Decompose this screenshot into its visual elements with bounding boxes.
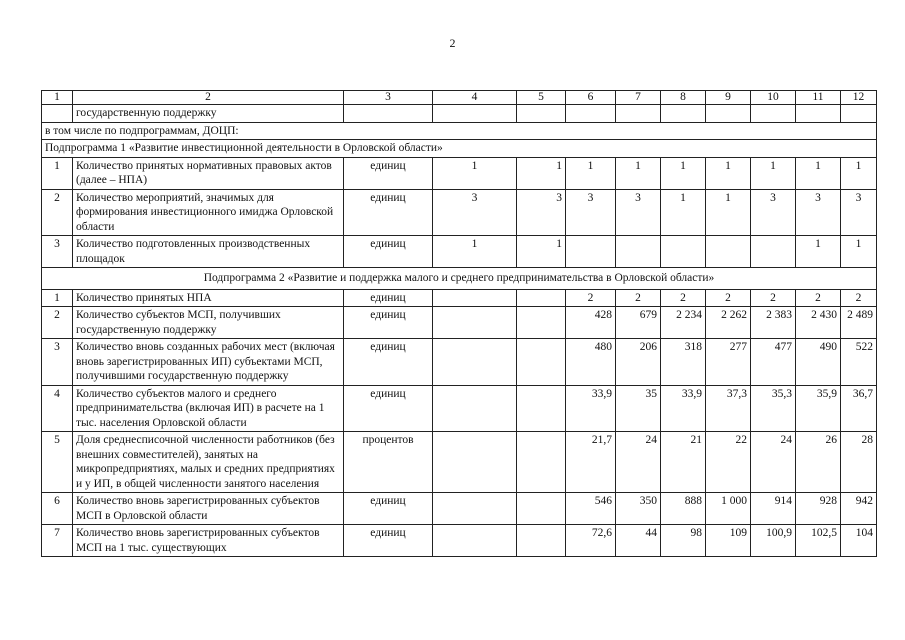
table-row — [42, 339, 877, 386]
value-cell: 888 — [661, 493, 706, 525]
indicator-name: государственную поддержку — [73, 105, 344, 123]
table-row — [42, 189, 877, 236]
value-cell: 1 — [616, 157, 661, 189]
value-cell: 1 000 — [706, 493, 751, 525]
value-cell: 3 — [751, 189, 796, 236]
value-cell: 2 — [616, 289, 661, 307]
header-cell: 6 — [566, 91, 616, 105]
value-cell — [433, 432, 517, 493]
value-cell: 206 — [616, 339, 661, 386]
table-row — [42, 236, 877, 268]
header-cell: 3 — [344, 91, 433, 105]
table-row — [42, 493, 877, 525]
value-cell: 100,9 — [751, 525, 796, 557]
value-cell — [706, 236, 751, 268]
section-row — [42, 122, 877, 140]
indicator-name: Количество субъектов малого и среднего предпринимательства (включая ИП) в расчете на 1 тыс. населения Орловской области — [73, 385, 344, 432]
value-cell — [661, 236, 706, 268]
value-cell — [517, 385, 566, 432]
header-cell: 2 — [73, 91, 344, 105]
value-cell: 2 489 — [841, 307, 877, 339]
indicators-table — [41, 90, 877, 557]
subprogram-row — [42, 140, 877, 158]
value-cell: 24 — [616, 432, 661, 493]
section-title: в том числе по подпрограммам, ДОЦП: — [42, 122, 877, 140]
value-cell: 33,9 — [661, 385, 706, 432]
indicator-name: Количество вновь зарегистрированных субъектов МСП на 1 тыс. существующих — [73, 525, 344, 557]
value-cell: 1 — [796, 157, 841, 189]
value-cell: 277 — [706, 339, 751, 386]
value-cell: 350 — [616, 493, 661, 525]
unit: единиц — [344, 493, 433, 525]
subprogram-row — [42, 268, 877, 290]
header-cell: 8 — [661, 91, 706, 105]
indicator-name: Количество субъектов МСП, получивших государственную поддержку — [73, 307, 344, 339]
value-cell: 44 — [616, 525, 661, 557]
value-cell: 2 — [751, 289, 796, 307]
indicator-name: Количество вновь созданных рабочих мест (включая вновь зарегистрированных ИП) субъектами МСП, получившими государственную поддержку — [73, 339, 344, 386]
value-cell: 102,5 — [796, 525, 841, 557]
value-cell — [433, 307, 517, 339]
value-cell — [433, 493, 517, 525]
value-cell: 98 — [661, 525, 706, 557]
indicator-name: Количество подготовленных производственных площадок — [73, 236, 344, 268]
value-cell: 1 — [433, 236, 517, 268]
header-cell: 10 — [751, 91, 796, 105]
value-cell: 35 — [616, 385, 661, 432]
value-cell — [517, 432, 566, 493]
value-cell: 1 — [661, 189, 706, 236]
value-cell: 1 — [796, 236, 841, 268]
value-cell: 22 — [706, 432, 751, 493]
unit: единиц — [344, 289, 433, 307]
subprogram-title: Подпрограмма 1 «Развитие инвестиционной деятельности в Орловской области» — [42, 140, 877, 158]
header-cell: 1 — [42, 91, 73, 105]
value-cell — [433, 385, 517, 432]
value-cell: 35,3 — [751, 385, 796, 432]
value-cell: 1 — [841, 157, 877, 189]
page-number: 2 — [449, 36, 456, 50]
unit: единиц — [344, 307, 433, 339]
value-cell: 318 — [661, 339, 706, 386]
value-cell — [751, 236, 796, 268]
value-cell: 2 262 — [706, 307, 751, 339]
value-cell: 490 — [796, 339, 841, 386]
value-cell: 21 — [661, 432, 706, 493]
table-row — [42, 105, 877, 123]
value-cell: 1 — [517, 236, 566, 268]
indicator-name: Количество мероприятий, значимых для формирования инвестиционного имиджа Орловской области — [73, 189, 344, 236]
row-number: 5 — [42, 432, 73, 493]
value-cell: 3 — [796, 189, 841, 236]
value-cell: 35,9 — [796, 385, 841, 432]
value-cell — [517, 525, 566, 557]
value-cell: 3 — [433, 189, 517, 236]
header-cell: 9 — [706, 91, 751, 105]
unit: единиц — [344, 385, 433, 432]
value-cell — [517, 307, 566, 339]
indicator-name: Количество принятых нормативных правовых актов (далее – НПА) — [73, 157, 344, 189]
value-cell: 1 — [841, 236, 877, 268]
value-cell: 36,7 — [841, 385, 877, 432]
row-number: 2 — [42, 189, 73, 236]
value-cell: 28 — [841, 432, 877, 493]
unit: единиц — [344, 189, 433, 236]
value-cell: 1 — [706, 157, 751, 189]
value-cell — [433, 525, 517, 557]
value-cell: 1 — [751, 157, 796, 189]
header-cell: 4 — [433, 91, 517, 105]
value-cell: 928 — [796, 493, 841, 525]
table-row — [42, 385, 877, 432]
unit: процентов — [344, 432, 433, 493]
value-cell: 428 — [566, 307, 616, 339]
value-cell: 2 430 — [796, 307, 841, 339]
value-cell — [566, 236, 616, 268]
value-cell: 679 — [616, 307, 661, 339]
value-cell: 2 — [706, 289, 751, 307]
row-number: 6 — [42, 493, 73, 525]
row-number: 2 — [42, 307, 73, 339]
indicator-name: Количество принятых НПА — [73, 289, 344, 307]
value-cell: 546 — [566, 493, 616, 525]
value-cell — [517, 289, 566, 307]
row-number: 3 — [42, 236, 73, 268]
value-cell: 24 — [751, 432, 796, 493]
unit: единиц — [344, 339, 433, 386]
value-cell: 37,3 — [706, 385, 751, 432]
value-cell: 109 — [706, 525, 751, 557]
unit: единиц — [344, 157, 433, 189]
header-cell: 11 — [796, 91, 841, 105]
value-cell: 1 — [661, 157, 706, 189]
value-cell: 1 — [433, 157, 517, 189]
value-cell — [433, 289, 517, 307]
unit: единиц — [344, 236, 433, 268]
row-number: 1 — [42, 289, 73, 307]
value-cell: 914 — [751, 493, 796, 525]
value-cell: 33,9 — [566, 385, 616, 432]
row-number: 3 — [42, 339, 73, 386]
value-cell: 477 — [751, 339, 796, 386]
table-row — [42, 525, 877, 557]
column-numbers-row — [42, 91, 877, 105]
value-cell — [433, 339, 517, 386]
value-cell: 942 — [841, 493, 877, 525]
table-row — [42, 307, 877, 339]
row-number: 1 — [42, 157, 73, 189]
value-cell — [616, 236, 661, 268]
header-cell: 12 — [841, 91, 877, 105]
value-cell: 522 — [841, 339, 877, 386]
value-cell: 26 — [796, 432, 841, 493]
value-cell: 21,7 — [566, 432, 616, 493]
value-cell: 1 — [517, 157, 566, 189]
row-number: 7 — [42, 525, 73, 557]
table-row — [42, 432, 877, 493]
value-cell: 1 — [566, 157, 616, 189]
value-cell: 3 — [616, 189, 661, 236]
indicator-name: Количество вновь зарегистрированных субъектов МСП в Орловской области — [73, 493, 344, 525]
value-cell: 2 — [566, 289, 616, 307]
value-cell: 2 — [796, 289, 841, 307]
row-number: 4 — [42, 385, 73, 432]
value-cell: 3 — [566, 189, 616, 236]
value-cell: 2 — [841, 289, 877, 307]
value-cell: 3 — [841, 189, 877, 236]
header-cell: 7 — [616, 91, 661, 105]
value-cell: 72,6 — [566, 525, 616, 557]
subprogram-title: Подпрограмма 2 «Развитие и поддержка малого и среднего предпринимательства в Орловской области» — [42, 268, 877, 290]
value-cell — [517, 339, 566, 386]
table-row — [42, 289, 877, 307]
value-cell: 2 383 — [751, 307, 796, 339]
header-cell: 5 — [517, 91, 566, 105]
table-row — [42, 157, 877, 189]
value-cell: 104 — [841, 525, 877, 557]
value-cell: 3 — [517, 189, 566, 236]
indicator-name: Доля среднесписочной численности работников (без внешних совместителей), занятых на микропредприятиях, малых и средних предприятиях и у ИП, в общей численности занятого населения — [73, 432, 344, 493]
value-cell: 480 — [566, 339, 616, 386]
value-cell: 1 — [706, 189, 751, 236]
value-cell — [517, 493, 566, 525]
unit: единиц — [344, 525, 433, 557]
value-cell: 2 — [661, 289, 706, 307]
value-cell: 2 234 — [661, 307, 706, 339]
